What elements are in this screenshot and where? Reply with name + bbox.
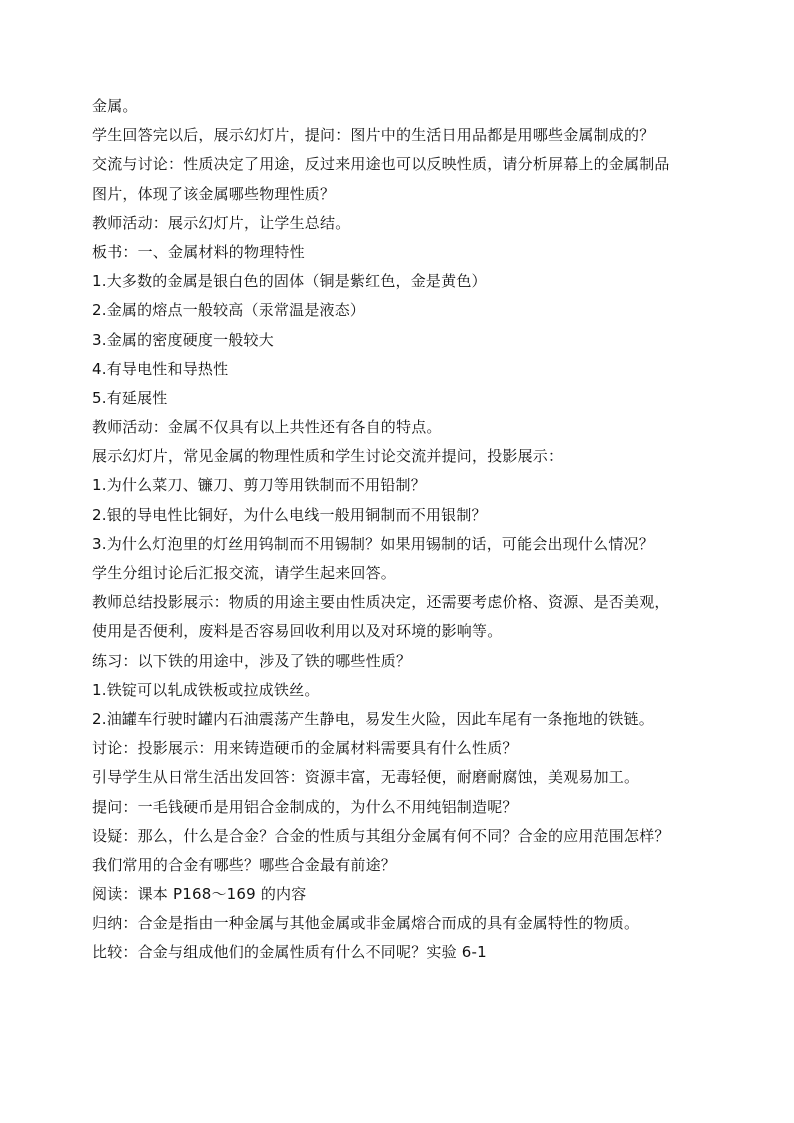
text-line: 5.有延展性 [92,388,168,407]
text-line: 1.为什么菜刀、镰刀、剪刀等用铁制而不用铅制？ [92,476,426,495]
text-line: 图片，体现了该金属哪些物理性质？ [92,184,336,203]
text-line: 引导学生从日常生活出发回答：资源丰富，无毒轻便，耐磨耐腐蚀，美观易加工。 [92,768,640,787]
text-line: 归纳：合金是指由一种金属与其他金属或非金属熔合而成的具有金属特性的物质。 [92,914,640,933]
text-line: 教师活动：展示幻灯片，让学生总结。 [92,213,351,232]
text-line: 展示幻灯片，常见金属的物理性质和学生讨论交流并提问，投影展示： [92,447,564,466]
text-line: 讨论：投影展示：用来铸造硬币的金属材料需要具有什么性质？ [92,739,518,758]
text-line: 使用是否便利，废料是否容易回收利用以及对环境的影响等。 [92,622,503,641]
text-line: 交流与讨论：性质决定了用途，反过来用途也可以反映性质，请分析屏幕上的金属制品 [92,155,670,174]
text-line: 学生分组讨论后汇报交流，请学生起来回答。 [92,564,397,582]
text-line: 教师总结投影展示：物质的用途主要由性质决定，还需要考虑价格、资源、是否美观， [92,593,670,612]
text-line: 金属。 [92,97,138,115]
text-line: 设疑：那么，什么是合金？合金的性质与其组分金属有何不同？合金的应用范围怎样？ [92,826,670,845]
text-line: 比较：合金与组成他们的金属性质有什么不同呢？实验 6-1 [92,943,487,962]
document-page [92,92,712,968]
text-line: 板书：一、金属材料的物理特性 [92,242,305,261]
text-line: 教师活动：金属不仅具有以上共性还有各自的特点。 [92,418,442,437]
text-line: 2.金属的熔点一般较高（汞常温是液态） [92,301,366,320]
text-line: 2.银的导电性比铜好，为什么电线一般用铜制而不用银制？ [92,505,487,524]
text-line: 学生回答完以后，展示幻灯片，提问：图片中的生活日用品都是用哪些金属制成的？ [92,126,655,145]
text-line: 1.大多数的金属是银白色的固体（铜是紫红色，金是黄色） [92,272,487,291]
text-line: 我们常用的合金有哪些？哪些合金最有前途？ [92,855,397,874]
text-line: 阅读：课本 P168～169 的内容 [92,885,307,904]
text-line: 练习：以下铁的用途中，涉及了铁的哪些性质？ [92,651,412,670]
text-line: 提问：一毛钱硬币是用铝合金制成的，为什么不用纯铝制造呢？ [92,797,518,816]
text-line: 4.有导电性和导热性 [92,359,229,378]
text-line: 2.油罐车行驶时罐内石油震荡产生静电，易发生火险，因此车尾有一条拖地的铁链。 [92,709,654,728]
text-line: 3.金属的密度硬度一般较大 [92,330,274,349]
text-line: 3.为什么灯泡里的灯丝用钨制而不用锡制？如果用锡制的话，可能会出现什么情况？ [92,534,654,553]
text-line: 1.铁锭可以轧成铁板或拉成铁丝。 [92,680,320,699]
